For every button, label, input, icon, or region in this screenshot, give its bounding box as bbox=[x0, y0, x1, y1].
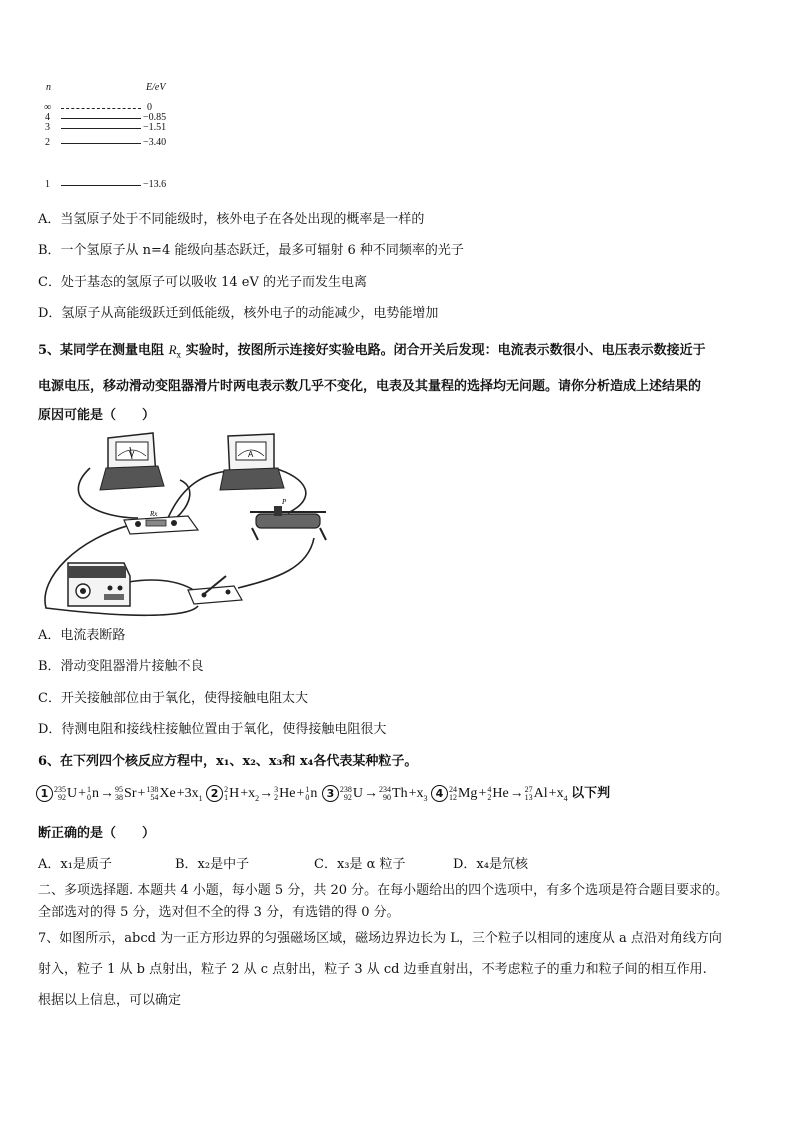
level-n-4: 4 bbox=[45, 112, 50, 123]
q6-option-d: D．x₄是氘核 bbox=[453, 857, 528, 872]
level-e-1: −13.6 bbox=[143, 179, 167, 190]
q5-stem-line1 bbox=[38, 339, 706, 360]
power-supply-icon bbox=[68, 563, 130, 606]
level-e-2: −3.40 bbox=[143, 137, 167, 148]
q5-stem-post: 实验时，按图所示连接好实验电路。闭合开关后发现：电流表示数很小、电压表示数接近于 bbox=[181, 343, 706, 358]
switch-icon bbox=[188, 576, 242, 604]
q6-option-c: C．x₃是 α 粒子 bbox=[314, 857, 406, 872]
q6-option-b: B．x₂是中子 bbox=[175, 857, 250, 872]
q4-option-c: C．处于基态的氢原子可以吸收 14 eV 的光子而发生电离 bbox=[38, 275, 367, 290]
q6-stem-line2: 断正确的是（ ） bbox=[38, 826, 156, 841]
wire bbox=[238, 538, 314, 588]
q5-stem-pre: 5、某同学在测量电阻 bbox=[38, 343, 169, 358]
nuclear-equations: 1 235 92 U+ 1 0 n→ 95 38 Sr+ 138 54 $Xe+3x_1$ 2 2 1 $H+x_2\to$ 3 2 He+ 1 0 n 3 238 92 U→ 234 90 $Th+x_3$ 4 24 12 Mg+ 4 2 He→ 27 13 $Al+x_4$ 以下判 bbox=[36, 782, 610, 803]
resistor-board-icon bbox=[124, 510, 198, 534]
level-line-2 bbox=[61, 143, 141, 144]
level-n-1: 1 bbox=[45, 179, 50, 190]
rx-symbol: R bbox=[168, 342, 177, 357]
level-line-1 bbox=[61, 185, 141, 186]
section2-heading: 二、多项选择题. 本题共 4 小题，每小题 5 分，共 20 分。在每小题给出的四个选项中，有多个选项是符合题目要求的。 bbox=[38, 883, 729, 898]
q5-option-a: A．电流表断路 bbox=[38, 628, 126, 643]
level-n-3: 3 bbox=[45, 122, 50, 133]
energy-axis-label: E/eV bbox=[146, 82, 166, 93]
resistor-label: Rx bbox=[150, 510, 158, 518]
level-n-inf: ∞ bbox=[44, 102, 52, 113]
q7-stem-line1: 7、如图所示，abcd 为一正方形边界的匀强磁场区域，磁场边界边长为 L，三个粒子以相同的速度从 a 点沿对角线方向 bbox=[38, 931, 722, 946]
level-line-3 bbox=[61, 128, 141, 129]
q5-stem-line3: 原因可能是（ ） bbox=[38, 408, 156, 423]
rx-subscript: x bbox=[176, 350, 182, 360]
q4-option-a: A．当氢原子处于不同能级时，核外电子在各处出现的概率是一样的 bbox=[38, 212, 425, 227]
level-e-inf: 0 bbox=[147, 102, 152, 113]
level-e-4: −0.85 bbox=[143, 112, 167, 123]
q6-stem-tail: 以下判 bbox=[571, 785, 611, 800]
q4-option-d: D．氢原子从高能级跃迁到低能级，核外电子的动能减少，电势能增加 bbox=[38, 306, 439, 321]
voltmeter-label: V bbox=[129, 450, 135, 459]
q5-stem-line2: 电源电压，移动滑动变阻器滑片时两电表示数几乎不变化，电表及其量程的选择均无问题。请你分析造成上述结果的 bbox=[38, 379, 702, 394]
slider-label: P bbox=[282, 498, 287, 506]
ammeter-icon bbox=[220, 434, 284, 490]
q6-stem: 6、在下列四个核反应方程中，x₁、x₂、x₃和 x₄各代表某种粒子。 bbox=[38, 754, 418, 769]
n-axis-label: n bbox=[46, 82, 51, 93]
wire bbox=[123, 580, 198, 593]
level-n-2: 2 bbox=[45, 137, 50, 148]
ammeter-label: A bbox=[248, 450, 254, 459]
rheostat-icon bbox=[250, 498, 326, 540]
level-e-3: −1.51 bbox=[143, 122, 167, 133]
circuit-figure bbox=[38, 428, 348, 618]
q6-option-a: A．x₁是质子 bbox=[38, 857, 112, 872]
q4-option-b: B．一个氢原子从 n=4 能级向基态跃迁，最多可辐射 6 种不同频率的光子 bbox=[38, 243, 464, 258]
level-line-4 bbox=[61, 118, 141, 119]
q5-option-c: C．开关接触部位由于氧化，使得接触电阻太大 bbox=[38, 691, 308, 706]
section2-heading-line2: 全部选对的得 5 分，选对但不全的得 3 分，有选错的得 0 分。 bbox=[38, 905, 400, 920]
voltmeter-icon bbox=[100, 433, 164, 490]
q5-option-d: D．待测电阻和接线柱接触位置由于氧化，使得接触电阻很大 bbox=[38, 722, 387, 737]
q7-stem-line2: 射入，粒子 1 从 b 点射出，粒子 2 从 c 点射出，粒子 3 从 cd 边垂直射出，不考虑粒子的重力和粒子间的相互作用. bbox=[38, 962, 707, 977]
q7-stem-line3: 根据以上信息，可以确定 bbox=[38, 993, 182, 1008]
level-line-inf bbox=[61, 108, 141, 109]
q5-option-b: B．滑动变阻器滑片接触不良 bbox=[38, 659, 204, 674]
